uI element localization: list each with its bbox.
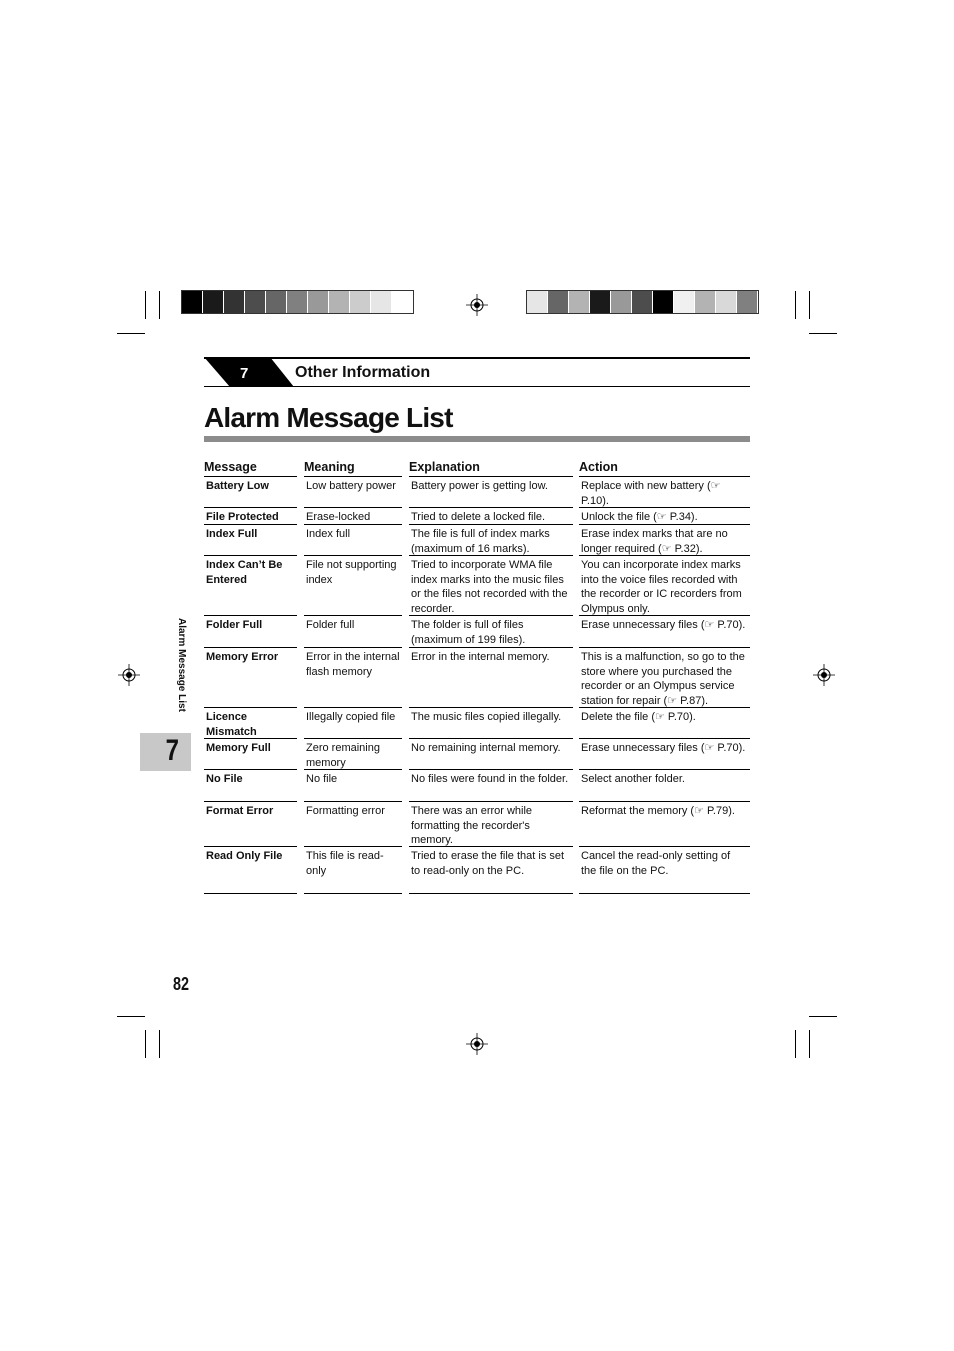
cell-action: Reformat the memory (☞ P.79). (579, 802, 750, 847)
cell-action: This is a malfunction, so go to the store where you purchased the recorder or an Olympus service station for repair (☞ P.87). (579, 648, 750, 708)
cell-meaning: Erase-locked (304, 508, 402, 525)
color-swatch (674, 291, 695, 313)
color-swatch (224, 291, 245, 313)
color-swatch (695, 291, 716, 313)
title-rule (204, 436, 750, 442)
cell-explanation: No remaining internal memory. (409, 739, 573, 770)
chapter-tab-number: 7 (165, 734, 180, 767)
color-strip-right (526, 290, 759, 314)
cell-action: You can incorporate index marks into the voice files recorded with the recorder or IC recorders from Olympus only. (579, 556, 750, 616)
cell-message: Licence Mismatch (204, 708, 297, 739)
crop-mark-tr-v2 (809, 291, 810, 319)
color-swatch (392, 291, 413, 313)
cell-explanation: Error in the internal memory. (409, 648, 573, 708)
cell-message: Battery Low (204, 477, 297, 508)
cell-action: Unlock the file (☞ P.34). (579, 508, 750, 525)
cell-meaning: File not supporting index (304, 556, 402, 616)
cell-meaning: Zero remaining memory (304, 739, 402, 770)
chapter-tab (140, 733, 191, 771)
color-swatch (245, 291, 266, 313)
side-label-text: Alarm Message List (176, 618, 187, 712)
header-explanation: Explanation (409, 460, 573, 477)
cell-action: Erase unnecessary files (☞ P.70). (579, 616, 750, 648)
cell-explanation: The file is full of index marks (maximum of 16 marks). (409, 525, 573, 556)
color-swatch (329, 291, 350, 313)
cell-explanation: The folder is full of files (maximum of 199 files). (409, 616, 573, 648)
crop-mark-tr-h (809, 333, 837, 334)
cell-explanation: Tried to incorporate WMA file index marks into the music files or the files not recorded with the recorder. (409, 556, 573, 616)
crop-mark-bl-h (117, 1016, 145, 1017)
color-swatch (548, 291, 569, 313)
crop-mark-br-v (795, 1030, 796, 1058)
cell-meaning: Error in the internal flash memory (304, 648, 402, 708)
color-swatch (611, 291, 632, 313)
crop-mark-br-v2 (809, 1030, 810, 1058)
page-title: Alarm Message List (204, 402, 453, 433)
section-number: 7 (240, 365, 249, 382)
cell-meaning: Formatting error (304, 802, 402, 847)
header-meaning: Meaning (304, 460, 402, 477)
cell-meaning: Illegally copied file (304, 708, 402, 739)
cell-message: No File (204, 770, 297, 802)
color-swatch (350, 291, 371, 313)
crop-mark-bl-v2 (159, 1030, 160, 1058)
side-label (173, 618, 187, 728)
page-number: 82 (173, 974, 190, 994)
color-swatch (527, 291, 548, 313)
registration-mark-left-icon (118, 664, 140, 686)
cell-explanation: Tried to erase the file that is set to read-only on the PC. (409, 847, 573, 894)
cell-message: Index Can’t Be Entered (204, 556, 297, 616)
color-swatch (653, 291, 674, 313)
section-header-bottom-rule (204, 386, 750, 387)
header-action: Action (579, 460, 750, 477)
color-swatch (716, 291, 737, 313)
cell-explanation: There was an error while formatting the recorder's memory. (409, 802, 573, 847)
header-message: Message (204, 460, 297, 477)
section-header (204, 357, 750, 387)
section-number-tab (204, 357, 294, 387)
color-swatch (287, 291, 308, 313)
cell-meaning: Low battery power (304, 477, 402, 508)
color-swatch (569, 291, 590, 313)
section-title: Other Information (295, 364, 431, 381)
cell-explanation: Tried to delete a locked file. (409, 508, 573, 525)
cell-explanation: No files were found in the folder. (409, 770, 573, 802)
cell-action: Erase unnecessary files (☞ P.70). (579, 739, 750, 770)
cell-message: Memory Full (204, 739, 297, 770)
color-swatch (632, 291, 653, 313)
color-swatch (590, 291, 611, 313)
color-swatch (203, 291, 224, 313)
color-swatch (737, 291, 758, 313)
cell-action: Select another folder. (579, 770, 750, 802)
cell-meaning: This file is read-only (304, 847, 402, 894)
crop-mark-bl-v (145, 1030, 146, 1058)
registration-mark-top-icon (466, 294, 488, 316)
cell-meaning: No file (304, 770, 402, 802)
cell-message: File Protected (204, 508, 297, 525)
cell-message: Format Error (204, 802, 297, 847)
crop-mark-br-h (809, 1016, 837, 1017)
cell-action: Replace with new battery (☞ P.10). (579, 477, 750, 508)
cell-message: Memory Error (204, 648, 297, 708)
cell-message: Folder Full (204, 616, 297, 648)
registration-mark-right-icon (813, 664, 835, 686)
color-strip-left (181, 290, 414, 314)
crop-mark-tl-v (145, 291, 146, 319)
cell-explanation: The music files copied illegally. (409, 708, 573, 739)
crop-mark-tr-v (795, 291, 796, 319)
cell-action: Cancel the read-only setting of the file on the PC. (579, 847, 750, 894)
color-swatch (182, 291, 203, 313)
crop-mark-tl-h (117, 333, 145, 334)
cell-action: Delete the file (☞ P.70). (579, 708, 750, 739)
cell-message: Index Full (204, 525, 297, 556)
color-swatch (371, 291, 392, 313)
crop-mark-tl-v2 (159, 291, 160, 319)
cell-meaning: Folder full (304, 616, 402, 648)
cell-action: Erase index marks that are no longer required (☞ P.32). (579, 525, 750, 556)
cell-message: Read Only File (204, 847, 297, 894)
color-swatch (266, 291, 287, 313)
cell-meaning: Index full (304, 525, 402, 556)
cell-explanation: Battery power is getting low. (409, 477, 573, 508)
color-swatch (308, 291, 329, 313)
registration-mark-bottom-icon (466, 1033, 488, 1055)
